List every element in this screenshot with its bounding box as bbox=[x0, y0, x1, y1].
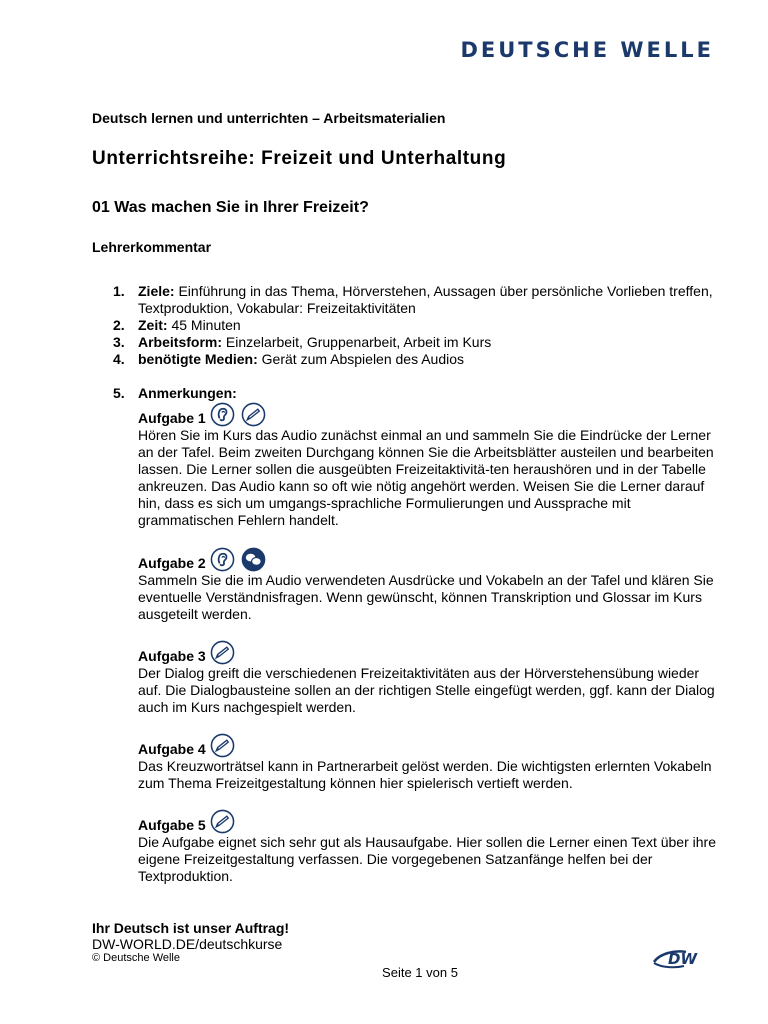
meta-item-text: Einführung in das Thema, Hörverstehen, Aussagen über persönliche Vorlieben treffen, Textproduktion, Vokabular: Freizeitaktivitäten bbox=[138, 283, 713, 316]
document-title: Unterrichtsreihe: Freizeit und Unterhaltung bbox=[92, 148, 507, 169]
meta-item-text: Gerät zum Abspielen des Audios bbox=[257, 351, 465, 367]
remarks-label: Anmerkungen: bbox=[138, 385, 237, 401]
meta-item-text: 45 Minuten bbox=[167, 317, 241, 333]
task-icons bbox=[210, 733, 235, 758]
task-3 bbox=[138, 640, 722, 716]
meta-item-label: benötigte Medien: bbox=[138, 351, 258, 367]
document-body bbox=[92, 110, 722, 885]
task-label: Aufgabe 2 bbox=[138, 555, 206, 571]
task-label: Aufgabe 4 bbox=[138, 741, 206, 757]
task-label: Aufgabe 5 bbox=[138, 817, 206, 833]
task-header bbox=[138, 547, 722, 572]
task-header bbox=[138, 402, 722, 427]
meta-item-label: Zeit: bbox=[138, 317, 168, 333]
pencil-icon bbox=[210, 733, 235, 758]
task-icons bbox=[210, 402, 266, 427]
meta-item-label: Arbeitsform: bbox=[138, 334, 223, 350]
meta-list bbox=[92, 283, 722, 368]
ear-icon bbox=[210, 402, 235, 427]
pencil-icon bbox=[241, 402, 266, 427]
speech-bubbles-icon bbox=[241, 547, 266, 572]
meta-item-media bbox=[92, 351, 722, 368]
task-text: Sammeln Sie die im Audio verwendeten Ausdrücke und Vokabeln an der Tafel und klären Sie eventuelle Verständnisfragen. Wenn gewünscht, können Transkription und Glossar im Kurs ausgeteilt werden. bbox=[138, 572, 714, 622]
pencil-icon bbox=[210, 809, 235, 834]
meta-item-number: 2. bbox=[113, 317, 125, 333]
meta-item-number: 4. bbox=[113, 351, 125, 367]
brand-wordmark: DEUTSCHE WELLE bbox=[460, 38, 714, 62]
task-5 bbox=[138, 809, 722, 885]
dw-logo-icon bbox=[652, 948, 716, 970]
task-icons bbox=[210, 547, 266, 572]
remarks-number: 5. bbox=[113, 385, 125, 401]
task-2 bbox=[138, 547, 722, 623]
task-icons bbox=[210, 809, 235, 834]
footer bbox=[92, 920, 289, 965]
task-4 bbox=[138, 733, 722, 792]
dw-logo-text: DW bbox=[668, 950, 697, 968]
meta-item-goals bbox=[92, 283, 722, 317]
page-number: Seite 1 von 5 bbox=[382, 965, 458, 980]
unit-title: 01 Was machen Sie in Ihrer Freizeit? bbox=[92, 199, 369, 216]
task-text: Die Aufgabe eignet sich sehr gut als Hausaufgabe. Hier sollen die Lerner einen Text über ihre eigene Freizeitgestaltung verfassen. Die vorgegebenen Satzanfänge helfen bei der Textproduktion. bbox=[138, 834, 716, 884]
pencil-icon bbox=[210, 640, 235, 665]
meta-item-time bbox=[92, 317, 722, 334]
task-icons bbox=[210, 640, 235, 665]
task-header bbox=[138, 733, 722, 758]
task-text: Das Kreuzworträtsel kann in Partnerarbeit gelöst werden. Die wichtigsten erlernten Vokabeln zum Thema Freizeitgestaltung können hier spielerisch vertieft werden. bbox=[138, 758, 712, 791]
footer-copyright: © Deutsche Welle bbox=[92, 952, 180, 964]
ear-icon bbox=[210, 547, 235, 572]
document-subtitle: Deutsch lernen und unterrichten – Arbeitsmaterialien bbox=[92, 110, 446, 126]
task-text: Der Dialog greift die verschiedenen Freizeitaktivitäten aus der Hörverstehensübung wieder auf. Die Dialogbausteine sollen an der richtigen Stelle eingefügt werden, ggf. kann der Dialog auch im Kurs nachgespielt werden. bbox=[138, 665, 715, 715]
task-label: Aufgabe 3 bbox=[138, 648, 206, 664]
meta-item-number: 3. bbox=[113, 334, 125, 350]
footer-url: DW-WORLD.DE/deutschkurse bbox=[92, 936, 283, 952]
task-1 bbox=[138, 402, 722, 529]
footer-slogan: Ihr Deutsch ist unser Auftrag! bbox=[92, 920, 290, 936]
task-text: Hören Sie im Kurs das Audio zunächst einmal an und sammeln Sie die Eindrücke der Lerner an der Tafel. Beim zweiten Durchgang können Sie die Arbeitsblätter austeilen und bearbeiten lassen. Die Lerner sollen die ausgeübten Freizeitaktivitä-ten heraushören und in der Tabelle ankreuzen. Das Audio kann so oft wie nötig angehört werden. Weisen Sie die Lerner darauf hin, dass es sich um umgangs-sprachliche Formulierungen und Aussprache mit grammatischen Fehlern handelt. bbox=[138, 427, 714, 528]
meta-item-number: 1. bbox=[113, 283, 125, 299]
remarks-section bbox=[92, 385, 722, 885]
section-label: Lehrerkommentar bbox=[92, 239, 212, 255]
task-header bbox=[138, 809, 722, 834]
task-header bbox=[138, 640, 722, 665]
meta-item-text: Einzelarbeit, Gruppenarbeit, Arbeit im Kurs bbox=[222, 334, 492, 350]
meta-item-workform bbox=[92, 334, 722, 351]
task-label: Aufgabe 1 bbox=[138, 410, 206, 426]
meta-item-label: Ziele: bbox=[138, 283, 175, 299]
